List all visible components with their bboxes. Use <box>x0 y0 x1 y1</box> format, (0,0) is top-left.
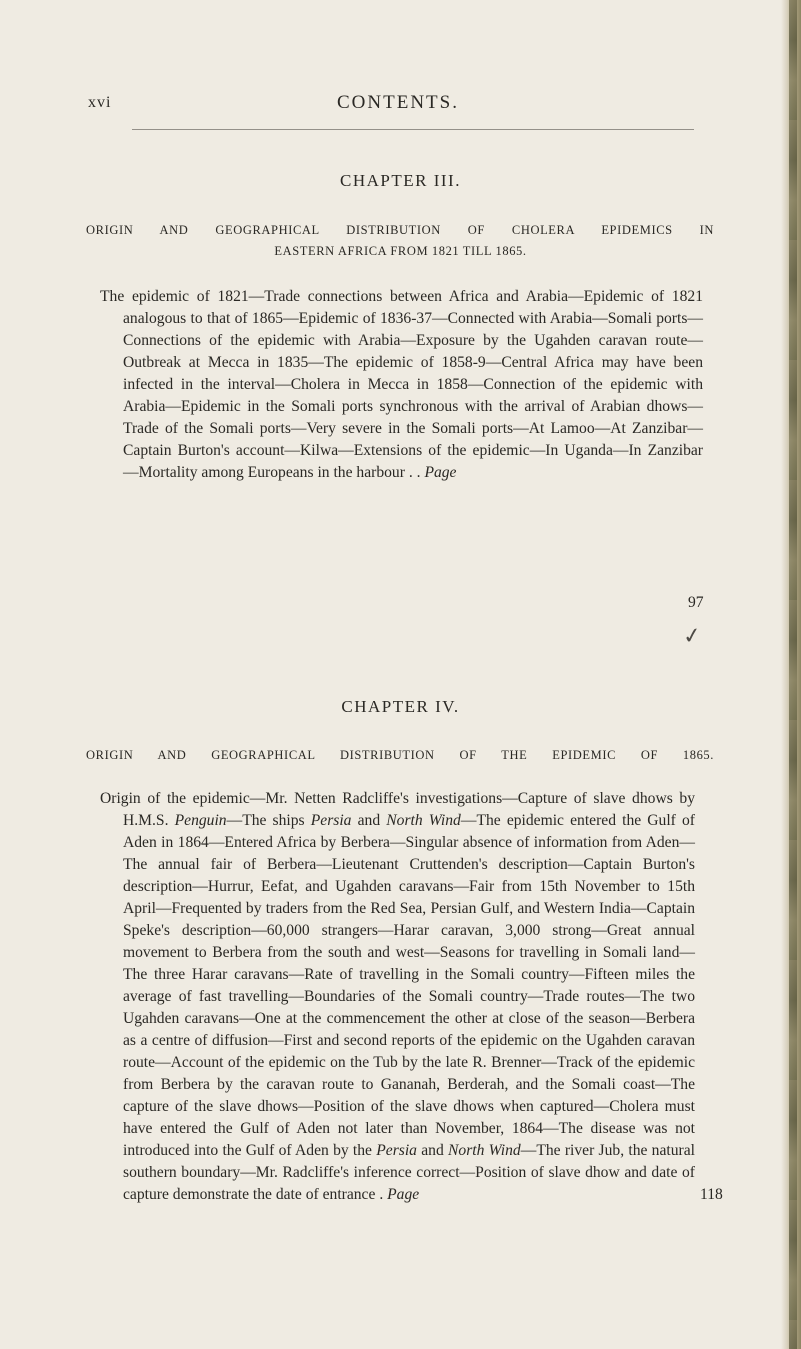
chapter-3-heading: CHAPTER III. <box>340 171 461 190</box>
header-rule <box>132 129 694 130</box>
chapter-4-summary-part: —The epidemic entered the Gulf of Aden in 1864—Entered Africa by Berbera—Singular absence of information from Aden—The annual fair of Berbera—Lieutenant Cruttenden's description—Captain Burton's description—Hurrur, Eefat, and Ugahden caravans—Fair from 15th November to 15th April—Frequented by traders from the Red Sea, Persian Gulf, and Western India—Captain Speke's description—60,000 strangers—Harar caravan, 3,000 strong—Great annual movement to Berbera from the south and west—Seasons for travelling in Somali land—The three Harar caravans—Rate of travelling in the Somali country—Fifteen miles the average of fast travelling—Boundaries of the Somali country—Trade routes—The two Ugahden caravans—One at the commencement the other at close of the season—Berbera as a centre of diffusion—First and second reports of the epidemic on the Ugahden caravan route—Account of the epidemic on the Tub by the late R. Brenner—Track of the epidemic from Berbera by the caravan route to Gananah, Berderah, and the Somali coast—The capture of the slave dhows—Position of the slave dhows when captured—Cholera must have entered the Gulf of Aden not later than November, 1864—The disease was not introduced into the Gulf of Aden by the <box>123 812 695 1159</box>
chapter-3-page-label: Page <box>424 464 457 481</box>
ship-name-penguin: Penguin <box>174 812 227 829</box>
chapter-4-summary-part: Origin of the epidemic—Mr. Netten Radcliffe's investigations—Capture of slave dhows by H.M.S. <box>100 790 695 829</box>
chapter-4-summary-part: —The river Jub, the natural southern boundary—Mr. Radcliffe's inference correct—Position of slave dhow and date of capture demonstrate the date of entrance <box>123 1142 695 1203</box>
chapter-3-page-number: 97 <box>688 594 704 611</box>
chapter-4-summary <box>100 788 695 1206</box>
handwritten-check-mark: ✓ <box>681 622 704 651</box>
chapter-3-summary-text: The epidemic of 1821—Trade connections between Africa and Arabia—Epidemic of 1821 analogous to that of 1865—Epidemic of 1836-37—Connected with Arabia—Somali ports—Connections of the epidemic with Arabia—Exposure by the Ugahden caravan route—Outbreak at Mecca in 1835—The epidemic of 1858-9—Central Africa may have been infected in the interval—Cholera in Mecca in 1858—Connection of the epidemic with Arabia—Epidemic in the Somali ports synchronous with the arrival of Arabian dhows—Trade of the Somali ports—Very severe in the Somali ports—At Lamoo—At Zanzibar—Captain Burton's account—Kilwa—Extensions of the epidemic—In Uganda—In Zanzibar—Mortality among Europeans in the harbour <box>100 288 703 481</box>
chapter-4-page-label: Page <box>387 1186 420 1203</box>
ship-name-north-wind: North Wind <box>448 1142 521 1159</box>
chapter-4-summary-part: and <box>416 1142 449 1159</box>
chapter-4-summary-part: and <box>351 812 387 829</box>
chapter-4-heading: CHAPTER IV. <box>341 697 460 716</box>
ship-name-north-wind: North Wind <box>386 812 461 829</box>
ship-name-persia: Persia <box>376 1142 417 1159</box>
chapter-3-subtitle-line1: ORIGIN AND GEOGRAPHICAL DISTRIBUTION OF CHOLERA EPIDEMICS IN <box>86 223 714 237</box>
chapter-4-summary-part: —The ships <box>226 812 311 829</box>
page-number-roman: xvi <box>88 94 112 111</box>
running-title: CONTENTS. <box>337 92 459 113</box>
ship-name-persia: Persia <box>310 812 352 829</box>
chapter-3-subtitle-line2: EASTERN AFRICA FROM 1821 TILL 1865. <box>274 244 527 258</box>
chapter-4-leader: . <box>379 1186 384 1203</box>
chapter-4-page-number: 118 <box>700 1186 723 1203</box>
book-binding-shadow <box>789 0 797 1349</box>
chapter-3-summary <box>100 286 703 484</box>
running-head <box>88 92 708 118</box>
chapter-4-subtitle: ORIGIN AND GEOGRAPHICAL DISTRIBUTION OF THE EPIDEMIC OF 1865. <box>86 748 714 762</box>
chapter-3-leader: . . <box>408 464 421 481</box>
